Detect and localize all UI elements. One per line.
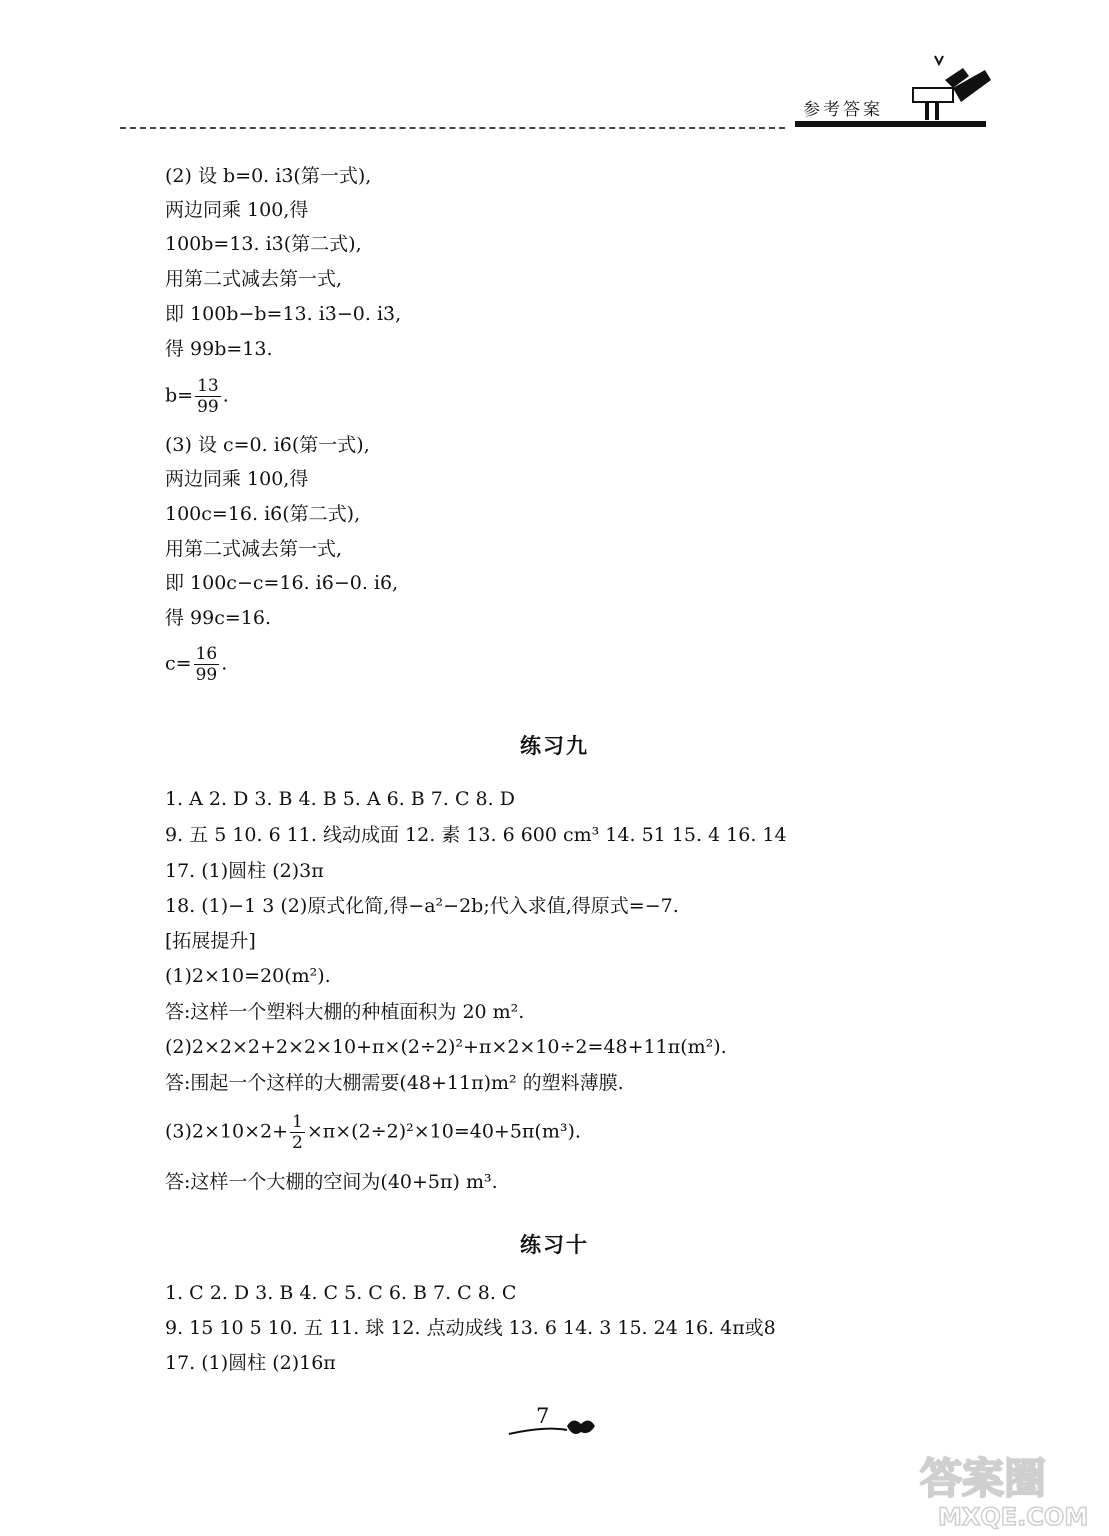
fraction-suffix: ×π×(2÷2)²×10=40+5π(m³). <box>306 1120 581 1143</box>
watermark-logo <box>900 1445 1100 1531</box>
text-line: 两边同乘 100,得 <box>165 199 309 221</box>
fraction-denominator: 99 <box>197 397 219 417</box>
text-line: 两边同乘 100,得 <box>165 468 309 490</box>
text-line: 即 100c−c=16. i̇6̇−0. i̇6̇, <box>165 572 399 594</box>
pen-and-book-icon <box>905 50 995 122</box>
header-dashed-rule <box>120 127 785 129</box>
answer-line: 17. (1)圆柱 (2)16π <box>165 1352 336 1374</box>
page-number-ornament <box>505 1404 615 1438</box>
fraction-denominator: 99 <box>195 665 218 685</box>
text-line: (2) 设 b=0. i̇3̇(第一式), <box>165 165 372 187</box>
section-heading: 练习九 <box>520 734 589 758</box>
answer-line: 18. (1)−1 3 (2)原式化简,得−a²−2b;代入求值,得原式=−7. <box>165 895 679 917</box>
fraction-prefix: b= <box>165 384 194 407</box>
header-label: 参考答案 <box>803 100 883 120</box>
answer-line: 9. 五 5 10. 6 11. 线动成面 12. 素 13. 6 600 cm³ 14. 51 15. 4 16. 14 <box>165 824 787 846</box>
answer-line: (1)2×10=20(m²). <box>165 965 331 987</box>
fraction-prefix: (3)2×10×2+ <box>165 1120 289 1143</box>
fraction-line <box>165 644 227 685</box>
fraction-line <box>165 376 229 417</box>
text-line: 得 99b=13. <box>165 338 273 360</box>
watermark-url: MXQE.COM <box>938 1503 1089 1531</box>
answer-line: 1. A 2. D 3. B 4. B 5. A 6. B 7. C 8. D <box>165 788 515 810</box>
fraction-suffix: . <box>222 384 229 407</box>
text-line: 100b=13. i̇3̇(第二式), <box>165 233 362 255</box>
text-line: 即 100b−b=13. i̇3̇−0. i̇3̇, <box>165 303 402 325</box>
text-line: 得 99c=16. <box>165 607 271 629</box>
fraction-prefix: c= <box>165 652 192 675</box>
page-number: 7 <box>536 1404 550 1428</box>
answer-line: (2)2×2×2+2×2×10+π×(2÷2)²+π×2×10÷2=48+11π(m²). <box>165 1036 727 1058</box>
section-heading: 练习十 <box>520 1233 589 1257</box>
fraction <box>194 644 220 685</box>
fraction-numerator: 1 <box>292 1112 303 1132</box>
text-line: 用第二式减去第一式, <box>165 538 343 560</box>
fraction <box>290 1112 305 1153</box>
fraction-numerator: 13 <box>197 376 219 396</box>
fraction-line <box>165 1112 581 1153</box>
fraction <box>195 376 221 417</box>
fraction-numerator: 16 <box>195 644 218 664</box>
answer-line: 9. 15 10 5 10. 五 11. 球 12. 点动成线 13. 6 14. 3 15. 24 16. 4π或8 <box>165 1317 776 1339</box>
watermark-text: 答案圈 <box>920 1454 1047 1503</box>
text-line: (3) 设 c=0. i̇6̇(第一式), <box>165 434 370 456</box>
fraction-denominator: 2 <box>292 1133 303 1153</box>
answer-line: 答:围起一个这样的大棚需要(48+11π)m² 的塑料薄膜. <box>165 1072 624 1094</box>
answer-line: [拓展提升] <box>165 930 256 952</box>
answer-line: 1. C 2. D 3. B 4. C 5. C 6. B 7. C 8. C <box>165 1282 517 1304</box>
answer-line: 答:这样一个塑料大棚的种植面积为 20 m². <box>165 1001 525 1023</box>
text-line: 100c=16. i̇6̇(第二式), <box>165 503 361 525</box>
answer-line: 答:这样一个大棚的空间为(40+5π) m³. <box>165 1171 498 1193</box>
answer-line: 17. (1)圆柱 (2)3π <box>165 860 324 882</box>
text-line: 用第二式减去第一式, <box>165 268 343 290</box>
fraction-suffix: . <box>221 652 228 675</box>
